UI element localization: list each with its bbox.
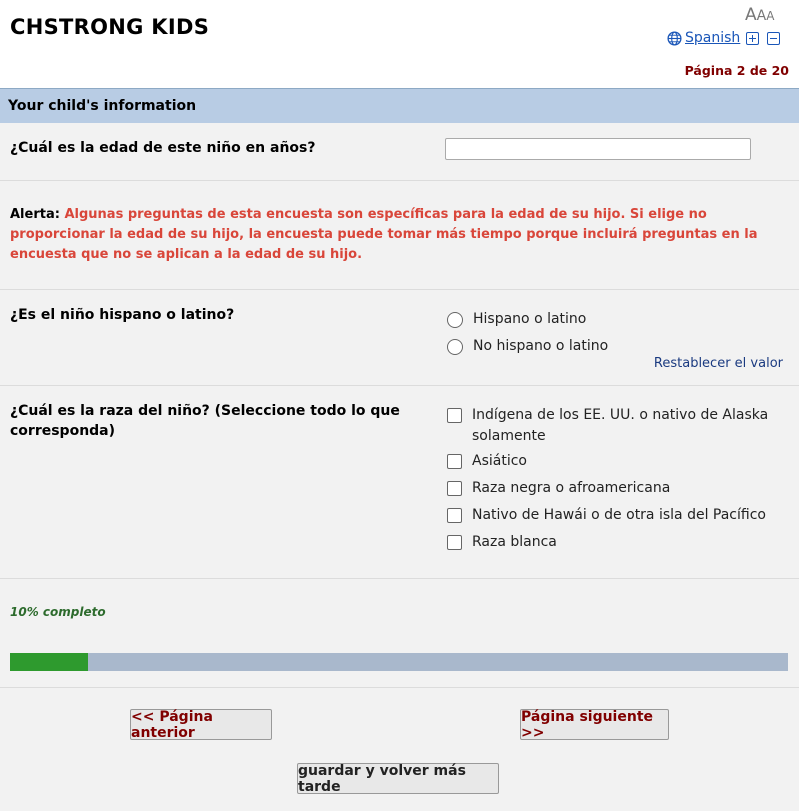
option-label: Asiático [472, 453, 527, 469]
checkbox-icon[interactable] [447, 535, 462, 550]
zoom-in-icon[interactable] [746, 32, 759, 45]
option-label: Raza blanca [472, 534, 557, 550]
page-indicator: Página 2 de 20 [684, 63, 789, 78]
option-label: Indígena de los EE. UU. o nativo de Alaska solamente [472, 407, 769, 444]
font-size-large[interactable]: A [745, 5, 757, 25]
divider [0, 180, 799, 181]
survey-title: CHSTRONG KIDS [10, 15, 210, 39]
alert-prefix: Alerta: [10, 207, 60, 222]
divider [0, 687, 799, 688]
age-alert [10, 205, 790, 265]
previous-page-button[interactable]: << Página anterior [130, 709, 272, 740]
reset-value-link[interactable]: Restablecer el valor [653, 356, 783, 371]
hispanic-question-label: ¿Es el niño hispano o latino? [10, 307, 235, 323]
checkbox-icon[interactable] [447, 454, 462, 469]
race-option[interactable] [447, 534, 557, 553]
age-input[interactable] [445, 138, 751, 160]
section-header [0, 88, 799, 123]
font-size-controls [745, 5, 774, 25]
divider [0, 385, 799, 386]
option-label: Raza negra o afroamericana [472, 480, 671, 496]
race-question-label: ¿Cuál es la raza del niño? (Seleccione todo lo que corresponda) [10, 403, 400, 439]
race-option[interactable] [447, 453, 527, 472]
radio-icon[interactable] [447, 312, 463, 328]
divider [0, 289, 799, 290]
section-title: Your child's information [8, 98, 197, 114]
race-option[interactable] [447, 480, 670, 499]
race-option[interactable] [447, 507, 766, 526]
language-selector[interactable] [667, 30, 740, 46]
hispanic-option-yes[interactable] [447, 311, 586, 330]
save-return-later-button[interactable]: guardar y volver más tarde [297, 763, 499, 794]
option-label: Hispano o latino [473, 311, 587, 327]
font-size-small[interactable]: A [766, 9, 775, 23]
progress-label: 10% completo [10, 605, 106, 619]
option-label: Nativo de Hawái o de otra isla del Pacífico [472, 507, 766, 523]
progress-bar [10, 653, 788, 671]
checkbox-icon[interactable] [447, 508, 462, 523]
language-label[interactable]: Spanish [685, 30, 741, 46]
font-size-medium[interactable]: A [756, 8, 767, 24]
globe-icon [667, 31, 682, 46]
next-page-button[interactable]: Página siguiente >> [520, 709, 669, 740]
zoom-out-icon[interactable] [767, 32, 780, 45]
header [0, 0, 799, 88]
progress-bar-fill [10, 653, 88, 671]
checkbox-icon[interactable] [447, 408, 462, 423]
alert-text: Algunas preguntas de esta encuesta son específicas para la edad de su hijo. Si elige no proporcionar la edad de su hijo, la encuesta puede tomar más tiempo porque incluirá preguntas en la encuesta que no se aplican a la edad de su hijo. [10, 207, 758, 262]
hispanic-option-no[interactable] [447, 338, 608, 357]
age-question-label: ¿Cuál es la edad de este niño en años? [10, 140, 316, 156]
divider [0, 578, 799, 579]
radio-icon[interactable] [447, 339, 463, 355]
race-option[interactable] [447, 407, 777, 447]
checkbox-icon[interactable] [447, 481, 462, 496]
option-label: No hispano o latino [473, 338, 609, 354]
